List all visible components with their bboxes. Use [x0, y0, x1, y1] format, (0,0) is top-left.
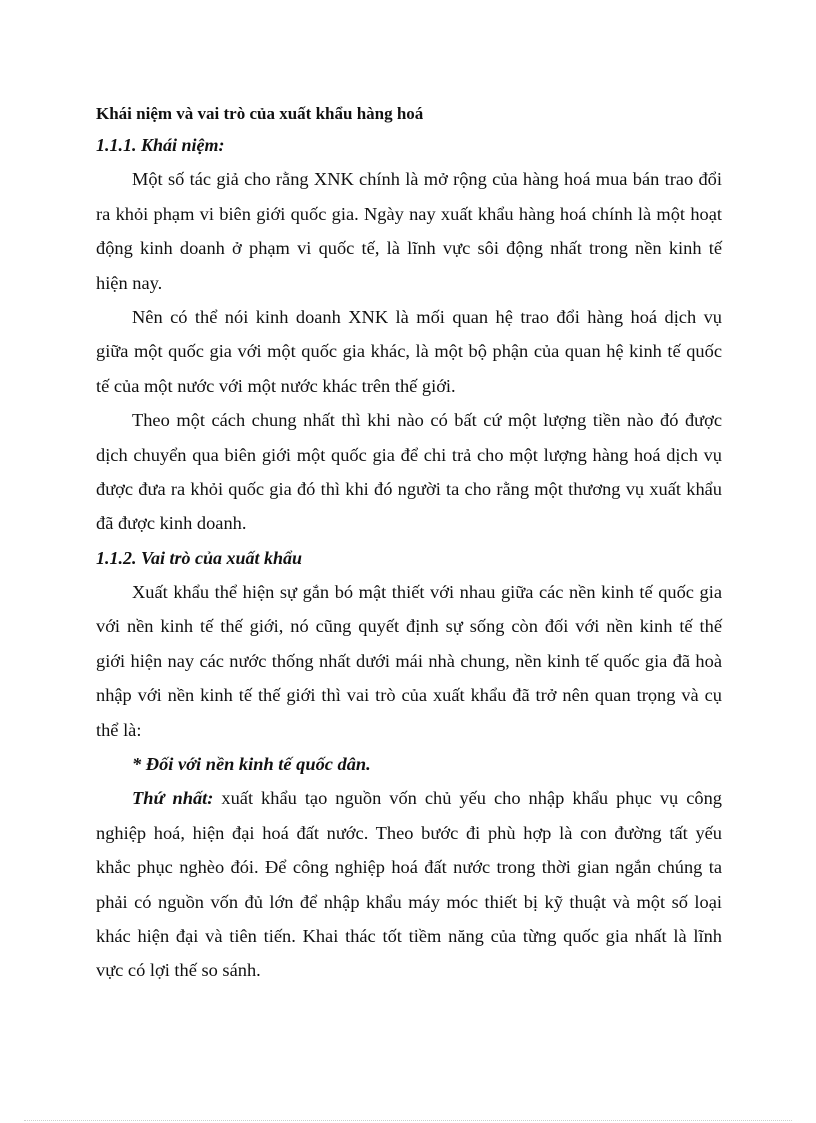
text-line: Một số tác giả cho rằng XNK chính là mở rộng của hàng hoá mua bán trao đổi: [132, 169, 722, 190]
document-title: Khái niệm và vai trò của xuất khẩu hàng hoá: [96, 104, 424, 123]
text-line: Theo một cách chung nhất thì khi nào có bất cứ một lượng tiền nào đó được: [132, 410, 722, 431]
text-line: tế của một nước với một nước khác trên thế giới.: [96, 375, 456, 396]
text-line: hiện nay.: [96, 272, 163, 293]
text-line: ra khỏi phạm vi biên giới quốc gia. Ngày nay xuất khẩu hàng hoá chính là một hoạt: [96, 203, 722, 224]
paragraph-first-point: [96, 781, 722, 987]
page-footer-rule: [24, 1120, 792, 1121]
text-line: thể là:: [96, 719, 142, 740]
text-line: nhập với nền kinh tế thế giới thì vai trò của xuất khẩu đã trở nên quan trọng và cụ: [96, 685, 722, 706]
text-line: phải có nguồn vốn đủ lớn để nhập khẩu máy móc thiết bị kỹ thuật và một số loại: [96, 891, 722, 912]
text-line: dịch chuyển qua biên giới một quốc gia để chi trả cho một lượng hàng hoá dịch vụ: [96, 444, 722, 465]
text-line: giữa một quốc gia với một quốc gia khác, là một bộ phận của quan hệ kinh tế quốc: [96, 341, 722, 362]
first-label: Thứ nhất:: [132, 788, 214, 809]
text-line: giới hiện nay các nước thống nhất dưới mái nhà chung, nền kinh tế quốc gia đã hoà: [96, 650, 722, 671]
section-heading-1-1-2: 1.1.2. Vai trò của xuất khẩu: [96, 547, 303, 568]
document-page: [96, 100, 722, 988]
text-line: Nên có thể nói kinh doanh XNK là mối quan hệ trao đổi hàng hoá dịch vụ: [132, 306, 722, 327]
text-line: với nền kinh tế thế giới, nó cũng quyết định sự sống còn đối với nền kinh tế thế: [96, 616, 722, 637]
text-line: khác hiện đại và tiên tiến. Khai thác tốt tiềm năng của từng quốc gia nhất là lĩnh: [96, 925, 722, 946]
text-line: động kinh doanh ở phạm vi quốc tế, là lĩnh vực sôi động nhất trong nền kinh tế: [96, 238, 722, 259]
text-line: [96, 781, 722, 815]
paragraph-definition-2: [96, 300, 722, 403]
text-line: nghiệp hoá, hiện đại hoá đất nước. Theo bước đi phù hợp là con đường tất yếu: [96, 822, 722, 843]
text-line: đã được kinh doanh.: [96, 513, 247, 534]
text-line: khắc phục nghèo đói. Để công nghiệp hoá đất nước trong thời gian ngắn chúng ta: [96, 857, 722, 878]
paragraph-definition-3: [96, 403, 722, 541]
text-line: được đưa ra khỏi quốc gia đó thì khi đó người ta cho rằng một thương vụ xuất khẩu: [96, 478, 722, 499]
paragraph-role-intro: [96, 575, 722, 747]
subheading-national-economy: * Đối với nền kinh tế quốc dân.: [132, 754, 371, 775]
paragraph-definition-1: [96, 162, 722, 300]
text-line: vực có lợi thế so sánh.: [96, 960, 261, 981]
first-line-text: xuất khẩu tạo nguồn vốn chủ yếu cho nhập khẩu phục vụ công: [221, 788, 722, 809]
text-line: Xuất khẩu thể hiện sự gắn bó mật thiết với nhau giữa các nền kinh tế quốc gia: [132, 582, 722, 603]
section-heading-1-1-1: 1.1.1. Khái niệm:: [96, 135, 225, 155]
